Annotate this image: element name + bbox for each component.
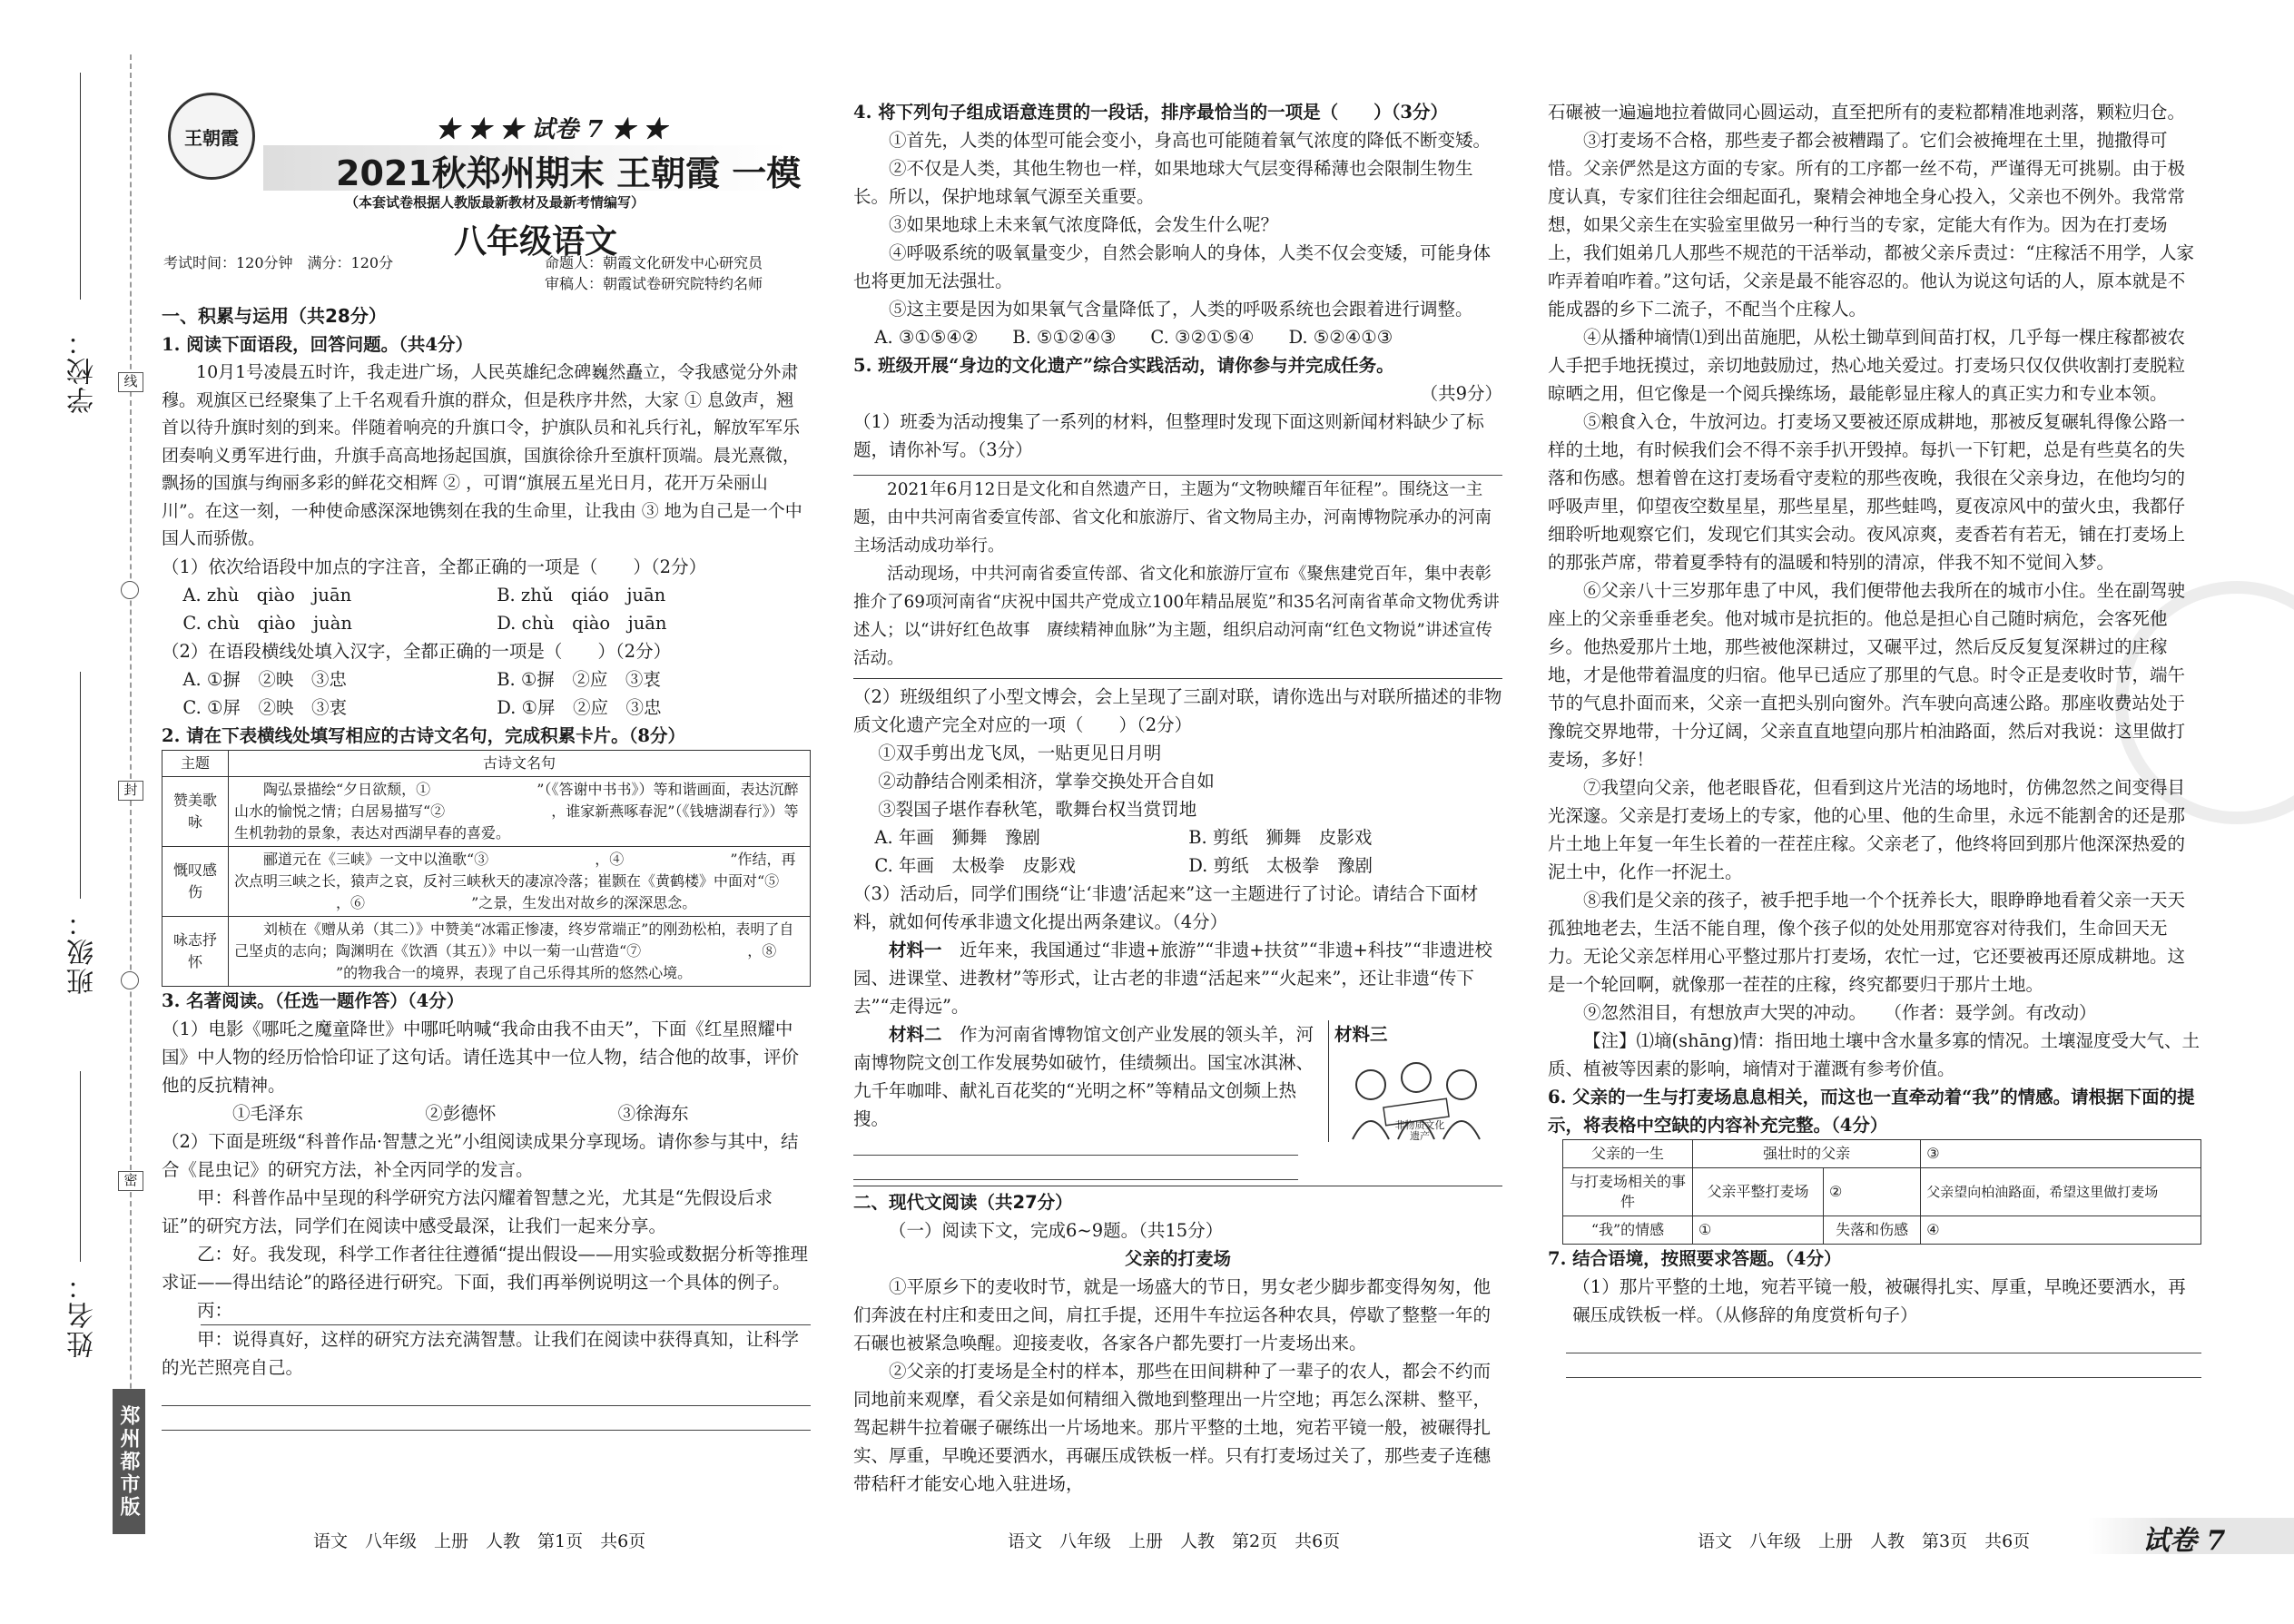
sub-section-1: （一）阅读下文，完成6~9题。（共15分） <box>889 1220 1224 1241</box>
option[interactable]: C. ③②①⑤④ <box>1150 327 1255 348</box>
q3-2-jia: 甲：科普作品中呈现的科学研究方法闪耀着智慧之光，尤其是“先假设后求证”的研究方法，同学们在阅读中感受最深，让我们一起来分享。 <box>162 1186 773 1236</box>
footer-page-1: 语文 八年级 上册 人教 第1页 共6页 <box>313 1531 646 1551</box>
table-header-theme: 主题 <box>162 750 229 776</box>
q3-2-jia2: 甲：说得真好，这样的研究方法充满智慧。让我们在阅读中获得真知，让科学的光芒照亮自己。 <box>162 1328 800 1378</box>
q1-passage: 10月1号凌晨五时许，我走进广场，人民英雄纪念碑巍然矗立，令我感觉分外肃穆。观旗区已经聚集了上千名观看升旗的群众，但是秩序井然，大家 ① 息敛声，翘首以待升旗时刻的到来。伴随着响亮的升旗口令，护旗队员和礼兵行礼，解放军军乐团奏响义勇军进行曲，升旗手高高地扬起国旗，国旗徐徐升至旗杆顶端。晨光熹微，飘扬的国旗与绚丽多彩的鲜花交相辉 ② ，可谓“旗展五星光日月，花开万朵丽山川”。在这一刻，一种使命感深深地镌刻在我的生命里，让我由 ③ 地为自己是一个中国人而骄傲。 <box>162 362 802 548</box>
essay-para: ④从播种墒情⑴到出苗施肥，从松土锄草到间苗打权，几乎每一棵庄稼都被农人手把手地抚摸过，亲切地鼓励过，热心地关爱过。打麦场只仅仅供收割打麦脱粒晾晒之用，但它像是一个阅兵操练场，最能彰显庄稼人的真正实力和专业本领。 <box>1548 327 2186 404</box>
seal-mark: 封 <box>118 781 143 801</box>
material-2-text: 作为河南省博物馆文创产业发展的领头羊，河南博物院文创工作发展势如破竹，佳绩频出。国宝冰淇淋、九千年咖啡、献礼百花奖的“光明之杯”等精品文创频上热搜。 <box>853 1024 1314 1129</box>
name-label: 姓名： <box>67 1271 99 1358</box>
q3-2-yi: 乙：好。我发现，科学工作者往往遵循“提出假设——用实验或数据分析等推理求证——得出结论”的路径进行研究。下面，我们再举例说明这一个具体的例子。 <box>162 1243 808 1293</box>
essay-para: ⑦我望向父亲，他老眼昏花，但看到这片光洁的场地时，仿佛忽然之间变得目光深邃。父亲是打麦场上的专家，他的心里、他的生命里，永远不能割舍的还是那片土地上年复一年生长着的一茬茬庄稼。父亲老了，他终将回到那片他深深热爱的泥土中，化作一抔泥土。 <box>1548 777 2186 882</box>
essay-title: 父亲的打麦场 <box>1124 1248 1231 1269</box>
q5-score: （共9分） <box>1420 383 1502 404</box>
q1-1-question: （1）依次给语段中加点的字注音，全都正确的一项是（ ）（2分） <box>162 556 707 577</box>
material-3-box <box>1328 1020 1502 1142</box>
theme-cell: 咏志抒怀 <box>162 916 229 986</box>
seal2-mark: 密 <box>118 1171 143 1191</box>
option[interactable]: A. 年画 狮舞 豫剧 <box>874 827 1040 848</box>
answer-line[interactable] <box>162 1406 811 1431</box>
q3-1-options <box>162 1099 811 1127</box>
table-row <box>162 846 811 916</box>
q4-item: ①首先，人类的体型可能会变小，身高也可能随着氧气浓度的降低不断变矮。 <box>889 130 1492 151</box>
q3-1-text: （1）电影《哪吒之魔童降世》中哪吒呐喊“我命由我不由天”，下面《红星照耀中国》中人物的经历恰恰印证了这句话。请任选其中一位人物，结合他的故事，评价他的反抗精神。 <box>162 1018 800 1096</box>
material-1 <box>853 936 1502 1020</box>
option[interactable]: ①毛泽东 <box>232 1102 304 1124</box>
t6-cell: 强壮时的父亲 <box>1693 1140 1921 1168</box>
q3-title: 3. 名著阅读。（任选一题作答）（4分） <box>162 989 465 1011</box>
author-1: 命题人：朝霞文化研发中心研究员 <box>545 254 763 271</box>
binding-hole <box>121 581 139 599</box>
q7-title: 7. 结合语境，按照要求答题。（4分） <box>1548 1248 1842 1269</box>
essay-para: ⑧我们是父亲的孩子，被手把手地一个个抚养长大，眼睁睁地看着父亲一天天孤独地老去，生活不能自理，像个孩子似的处处用那宽容对待我们，生命回天无力。无论父亲怎样用心平整过那片打麦场，农忙一过，它还要被再还原成耕地。这是一个轮回啊，就像那一茬茬的庄稼，终究都要归于那片土地。 <box>1548 890 2186 995</box>
q1-2-question: （2）在语段横线处填入汉字，全都正确的一项是（ ）（2分） <box>162 640 672 662</box>
option[interactable]: ③徐海东 <box>617 1102 689 1124</box>
material-1-text: 近年来，我国通过“非遗+旅游”“非遗+扶贫”“非遗+科技”“非遗进校园、进课堂、进教材”等形式，让古老的非遗“活起来”“火起来”，还让非遗“传下去”“走得远”。 <box>853 940 1492 1017</box>
news-para-2: 活动现场，中共河南省委宣传部、省文化和旅游厅宣布《聚焦建党百年，集中表彰推介了69项河南省“庆祝中国共产党成立100年精品展览”和35名河南省革命文物优秀讲述人；以“讲好红色故事 赓续精神血脉”为主题，组织启动河南“红色文物说”讲述宣传活动。 <box>853 565 1500 668</box>
column-1 <box>162 302 811 1431</box>
school-label: 学校： <box>67 327 99 414</box>
t6-cell: 父亲平整打麦场 <box>1693 1168 1824 1216</box>
q5-2-text: （2）班级组织了小型文博会，会上呈现了三副对联，请你选出与对联所描述的非物质文化遗产完全对应的一项（ ）（2分） <box>853 686 1502 735</box>
answer-line[interactable] <box>853 464 1502 476</box>
q4-item: ⑤这主要是因为如果氧气含量降低了，人类的呼吸系统也会跟着进行调整。 <box>889 299 1473 320</box>
couplet: ①双手剪出龙飞凤，一贴更见日月明 <box>878 743 1162 763</box>
option[interactable]: C. ①屏 ②映 ③衷 <box>182 696 347 718</box>
option[interactable]: D. 剪纸 太极拳 豫剧 <box>1188 855 1373 876</box>
news-para-1: 2021年6月12日是文化和自然遗产日，主题为“文物映耀百年征程”。围绕这一主题，由中共河南省委宣传部、省文化和旅游厅、省文物局主办，河南博物院承办的河南主场活动成功举行。 <box>853 480 1492 556</box>
couplet: ②动静结合刚柔相济，掌拳交换处开合自如 <box>878 771 1215 792</box>
option[interactable]: A. ③①⑤④② <box>874 327 979 348</box>
option[interactable]: B. zhǔ qiáo juān <box>497 584 666 605</box>
name-underline[interactable] <box>80 1071 81 1262</box>
q7-1-text: （1）那片平整的土地，宛若平镜一般，被碾得扎实、厚重，早晚还要洒水，再碾压成铁板一样。（从修辞的角度赏析句子） <box>1572 1276 2186 1325</box>
materials-2-3 <box>853 1020 1502 1142</box>
t6-cell: 失落和伤感 <box>1824 1216 1921 1245</box>
essay-para: ②父亲的打麦场是全村的样本，那些在田间耕种了一辈子的农人，都会不约而同地前来观摩，看父亲是如何精细入微地到整理出一片空地；再怎么深耕、整平，驾起耕牛拉着碾子碾练出一片场地来。那片平整的土地，宛若平镜一般，被碾得扎实、厚重，早晚还要洒水，再碾压成铁板一样。只有打麦场过关了，那些麦子连穗带秸秆才能安心地入驻进场， <box>853 1361 1492 1494</box>
material-3-caption: 非物质文化遗产 <box>1394 1119 1445 1142</box>
option[interactable]: A. ①摒 ②映 ③忠 <box>182 668 347 690</box>
t6-cell: 父亲望向柏油路面，希望这里做打麦场 <box>1921 1168 2201 1216</box>
exam-title: 2021秋郑州期末 王朝霞 一模 <box>336 153 802 193</box>
essay-para <box>1548 999 2201 1027</box>
table-row <box>162 776 811 846</box>
essay-para-9: ⑨忽然泪目，有想放声大哭的冲动。 <box>1583 1002 1858 1023</box>
header-stars-title: ★ ★ ★ 试卷 7 ★ ★ <box>436 116 667 143</box>
class-underline[interactable] <box>80 672 81 899</box>
answer-line[interactable] <box>853 1142 1298 1156</box>
material-1-label: 材料一 <box>889 940 942 960</box>
q1-title: 1. 阅读下面语段，回答问题。（共4分） <box>162 334 473 355</box>
essay-para: ③打麦场不合格，那些麦子都会被糟蹋了。它们会被掩埋在土里，抛撒得可惜。父亲俨然是这方面的专家。所有的工序都一丝不苟，严谨得无可挑剔。由于极度认真，专家们往往会细起面孔，聚精会神地全身心投入，父亲也不例外。我常常想，如果父亲生在实验室里做另一种行当的专家，定能大有作为。因为在打麦场上，我们姐弟几人那些不规范的干活举动，都被父亲斥责过：“庄稼活不用学，人家咋弄着咱咋着。”这句话，父亲是最不能容忍的。他认为说这句话的人，原本就是不能成器的乡下二流子，不配当个庄稼人。 <box>1548 130 2194 320</box>
poem-cell[interactable]: 刘桢在《赠从弟（其二）》中赞美“冰霜正惨凄，终岁常端正”的刚劲松柏，表明了自己坚贞的志向；陶渊明在《饮酒（其五）》中以一菊一山营造“⑦ ，⑧ ”的物我合一的境界，表现了自己乐得其所的悠然心境。 <box>229 916 811 986</box>
exam-note: （本套试卷根据人教版最新教材及最新考情编写） <box>345 194 645 211</box>
option[interactable]: C. 年画 太极拳 皮影戏 <box>874 855 1077 876</box>
q4-item: ②不仅是人类，其他生物也一样，如果地球大气层变得稀薄也会限制生物生长。所以，保护地球氧气源至关重要。 <box>853 158 1473 207</box>
essay-para: ⑤粮食入仓，牛放河边。打麦场又要被还原成耕地，那被反复碾轧得像公路一样的土地，有时候我们会不得不亲手扒开毁掉。每扒一下钉耙，总是有些莫名的失落和伤感。想着曾在这打麦场看守麦粒的那些夜晚，我很在父亲身边，在他均匀的呼吸声里，仰望夜空数星星，那些星星，那些蛙鸣，夏夜凉风中的萤火虫，我都仔细聆听地观察它们，发现它们其实会动。夜风凉爽，麦香若有若无，铺在打麦场上的那张芦席，带着夏季特有的温暖和特别的清凉，伴我不知不觉间入梦。 <box>1548 411 2186 573</box>
divider <box>853 678 1502 679</box>
section-1-title: 一、积累与运用（共28分） <box>162 305 387 327</box>
q4-title: 4. 将下列句子组成语意连贯的一段话，排序最恰当的一项是（ ）（3分） <box>853 102 1448 123</box>
q5-1-text: （1）班委为活动搜集了一系列的材料，但整理时发现下面这则新闻材料缺少了标题，请你补写。（3分） <box>853 411 1484 460</box>
essay-para: ⑥父亲八十三岁那年患了中风，我们便带他去我所在的城市小住。坐在副驾驶座上的父亲垂垂老矣。他对城市是抗拒的。他总是担心自己随时病危，会客死他乡。他热爱那片土地，那些被他深耕过，又碾平过，然后反反复复深耕过的庄稼地，才是他带着温度的归宿。他早已适应了那里的气息。时令正是麦收时节，端午节的气息扑面而来，父亲一直把头别向窗外。汽车驶向高速公路。那座收费站处于豫皖交界地带，十分辽阔，父亲直直地望向那片柏油路面，然后对我说：这里做打麦场，多好！ <box>1548 580 2186 770</box>
material-3-label: 材料三 <box>1334 1024 1388 1045</box>
q2-title: 2. 请在下表横线处填写相应的古诗文名句，完成积累卡片。（8分） <box>162 724 685 746</box>
q6-title: 6. 父亲的一生与打麦场息息相关，而这也一直牵动着“我”的情感。请根据下面的提示，将表格中空缺的内容补充完整。（4分） <box>1548 1087 2195 1136</box>
t6-cell: “我”的情感 <box>1563 1216 1693 1245</box>
couplet: ③裂国子堪作春秋笔，歌舞台权当赏罚地 <box>878 799 1197 820</box>
footer-page-3: 语文 八年级 上册 人教 第3页 共6页 <box>1698 1531 2031 1551</box>
t6-cell: 与打麦场相关的事件 <box>1563 1168 1693 1216</box>
material-2 <box>853 1020 1319 1142</box>
answer-line[interactable] <box>1566 1353 2202 1378</box>
column-3 <box>1548 98 2201 1378</box>
footer-badge-text: 试卷 7 <box>2142 1525 2226 1557</box>
option[interactable]: A. zhù qiào juān <box>182 584 352 605</box>
table-header-poem: 古诗文名句 <box>229 750 811 776</box>
brand-logo: 王朝霞 <box>168 93 255 180</box>
answer-line[interactable] <box>162 1382 811 1406</box>
t6-blank[interactable]: ④ <box>1921 1216 2201 1245</box>
edition-box: 郑州都市版 <box>113 1389 145 1534</box>
line-mark: 线 <box>118 372 143 392</box>
q6-table <box>1562 1139 2201 1245</box>
essay-para: ①平原乡下的麦收时节，就是一场盛大的节日，男女老少脚步都变得匆匆，他们奔波在村庄和麦田之间，肩扛手提，还用牛车拉运各种农具，停歇了整整一年的石碾也被紧急唤醒。迎接麦收，各家各户都先要打一片麦场出来。 <box>853 1276 1492 1353</box>
option[interactable]: ②彭德怀 <box>425 1102 497 1124</box>
material-2-label: 材料二 <box>889 1024 942 1045</box>
binding-hole <box>121 971 139 989</box>
option[interactable]: B. ⑤①②④③ <box>1012 327 1117 348</box>
table-row <box>162 916 811 986</box>
t6-blank[interactable]: ② <box>1824 1168 1921 1216</box>
option[interactable]: B. ①摒 ②应 ③衷 <box>497 668 661 690</box>
essay-author: （作者：聂学剑。有改动） <box>1893 1002 2097 1023</box>
q4-item: ④呼吸系统的吸氧量变少，自然会影响人的身体，人类不仅会变矮，可能身体也将更加无法强壮。 <box>853 242 1492 291</box>
footer-page-2: 语文 八年级 上册 人教 第2页 共6页 <box>1008 1531 1341 1551</box>
option[interactable]: D. ⑤②④①③ <box>1288 327 1393 348</box>
t6-blank[interactable]: ① <box>1693 1216 1824 1245</box>
q1-1-options <box>162 581 811 637</box>
time-info: 考试时间：120分钟 满分：120分 <box>163 254 394 271</box>
column-2 <box>853 98 1502 1498</box>
section-2-title: 二、现代文阅读（共27分） <box>853 1192 1073 1213</box>
q5-3-text: （3）活动后，同学们围绕“让‘非遗’活起来”这一主题进行了讨论。请结合下面材料，就如何传承非遗文化提出两条建议。（4分） <box>853 883 1479 932</box>
answer-line[interactable] <box>853 1156 1298 1180</box>
q5-2-options <box>853 823 1502 880</box>
theme-cell: 赞美歌咏 <box>162 776 229 846</box>
essay-para: 石碾被一遍遍地拉着做同心圆运动，直至把所有的麦粒都精准地剥落，颗粒归仓。 <box>1548 102 2186 123</box>
essay-note: 【注】⑴墒(shāng)情：指田地土壤中含水量多寡的情况。土壤湿度受大气、土质、植被等因素的影响，墒情对于灌溉有参考价值。 <box>1548 1030 2200 1079</box>
poem-cell[interactable]: 郦道元在《三峡》一文中以渔歌“③ ，④ ”作结，再次点明三峡之长，猿声之哀，反衬三峡秋天的凄凉冷落；崔颢在《黄鹤楼》中面对“⑤ ，⑥ ”之景，生发出对故乡的深深思念。 <box>229 846 811 916</box>
class-label: 班级： <box>67 908 99 995</box>
t6-cell: 父亲的一生 <box>1563 1140 1693 1168</box>
author-2: 审稿人：朝霞试卷研究院特约名师 <box>545 275 763 292</box>
answer-line[interactable] <box>1566 1329 2202 1353</box>
school-underline[interactable] <box>80 73 81 300</box>
q5-title: 5. 班级开展“身边的文化遗产”综合实践活动，请你参与并完成任务。 <box>853 355 1394 376</box>
q3-2-text: （2）下面是班级“科普作品·智慧之光”小组阅读成果分享现场。请你参与其中，结合《昆虫记》的研究方法，补全丙同学的发言。 <box>162 1130 799 1180</box>
option[interactable]: D. ①屏 ②应 ③忠 <box>497 696 662 718</box>
poem-cell[interactable]: 陶弘景描绘“夕日欲颓，① ”（《答谢中书书》）等和谐画面，表达沉醉山水的愉悦之情；白居易描写“② ，谁家新燕啄春泥”（《钱塘湖春行》）等生机勃勃的景象，表达对西湖早春的喜爱。 <box>229 776 811 846</box>
option[interactable]: D. chù qiào juān <box>497 612 667 634</box>
poem-table <box>162 750 811 987</box>
t6-blank[interactable]: ③ <box>1921 1140 2201 1168</box>
option[interactable]: C. chù qiào juàn <box>182 612 352 634</box>
q4-options <box>853 323 1502 351</box>
q3-2-bing: 丙： <box>197 1299 233 1321</box>
theme-cell: 慨叹感伤 <box>162 846 229 916</box>
subject-title: 八年级语文 <box>454 223 618 261</box>
q4-item: ③如果地球上未来氧气浓度降低，会发生什么呢？ <box>889 214 1279 235</box>
q1-2-options <box>162 665 811 722</box>
option[interactable]: B. 剪纸 狮舞 皮影戏 <box>1188 827 1373 848</box>
